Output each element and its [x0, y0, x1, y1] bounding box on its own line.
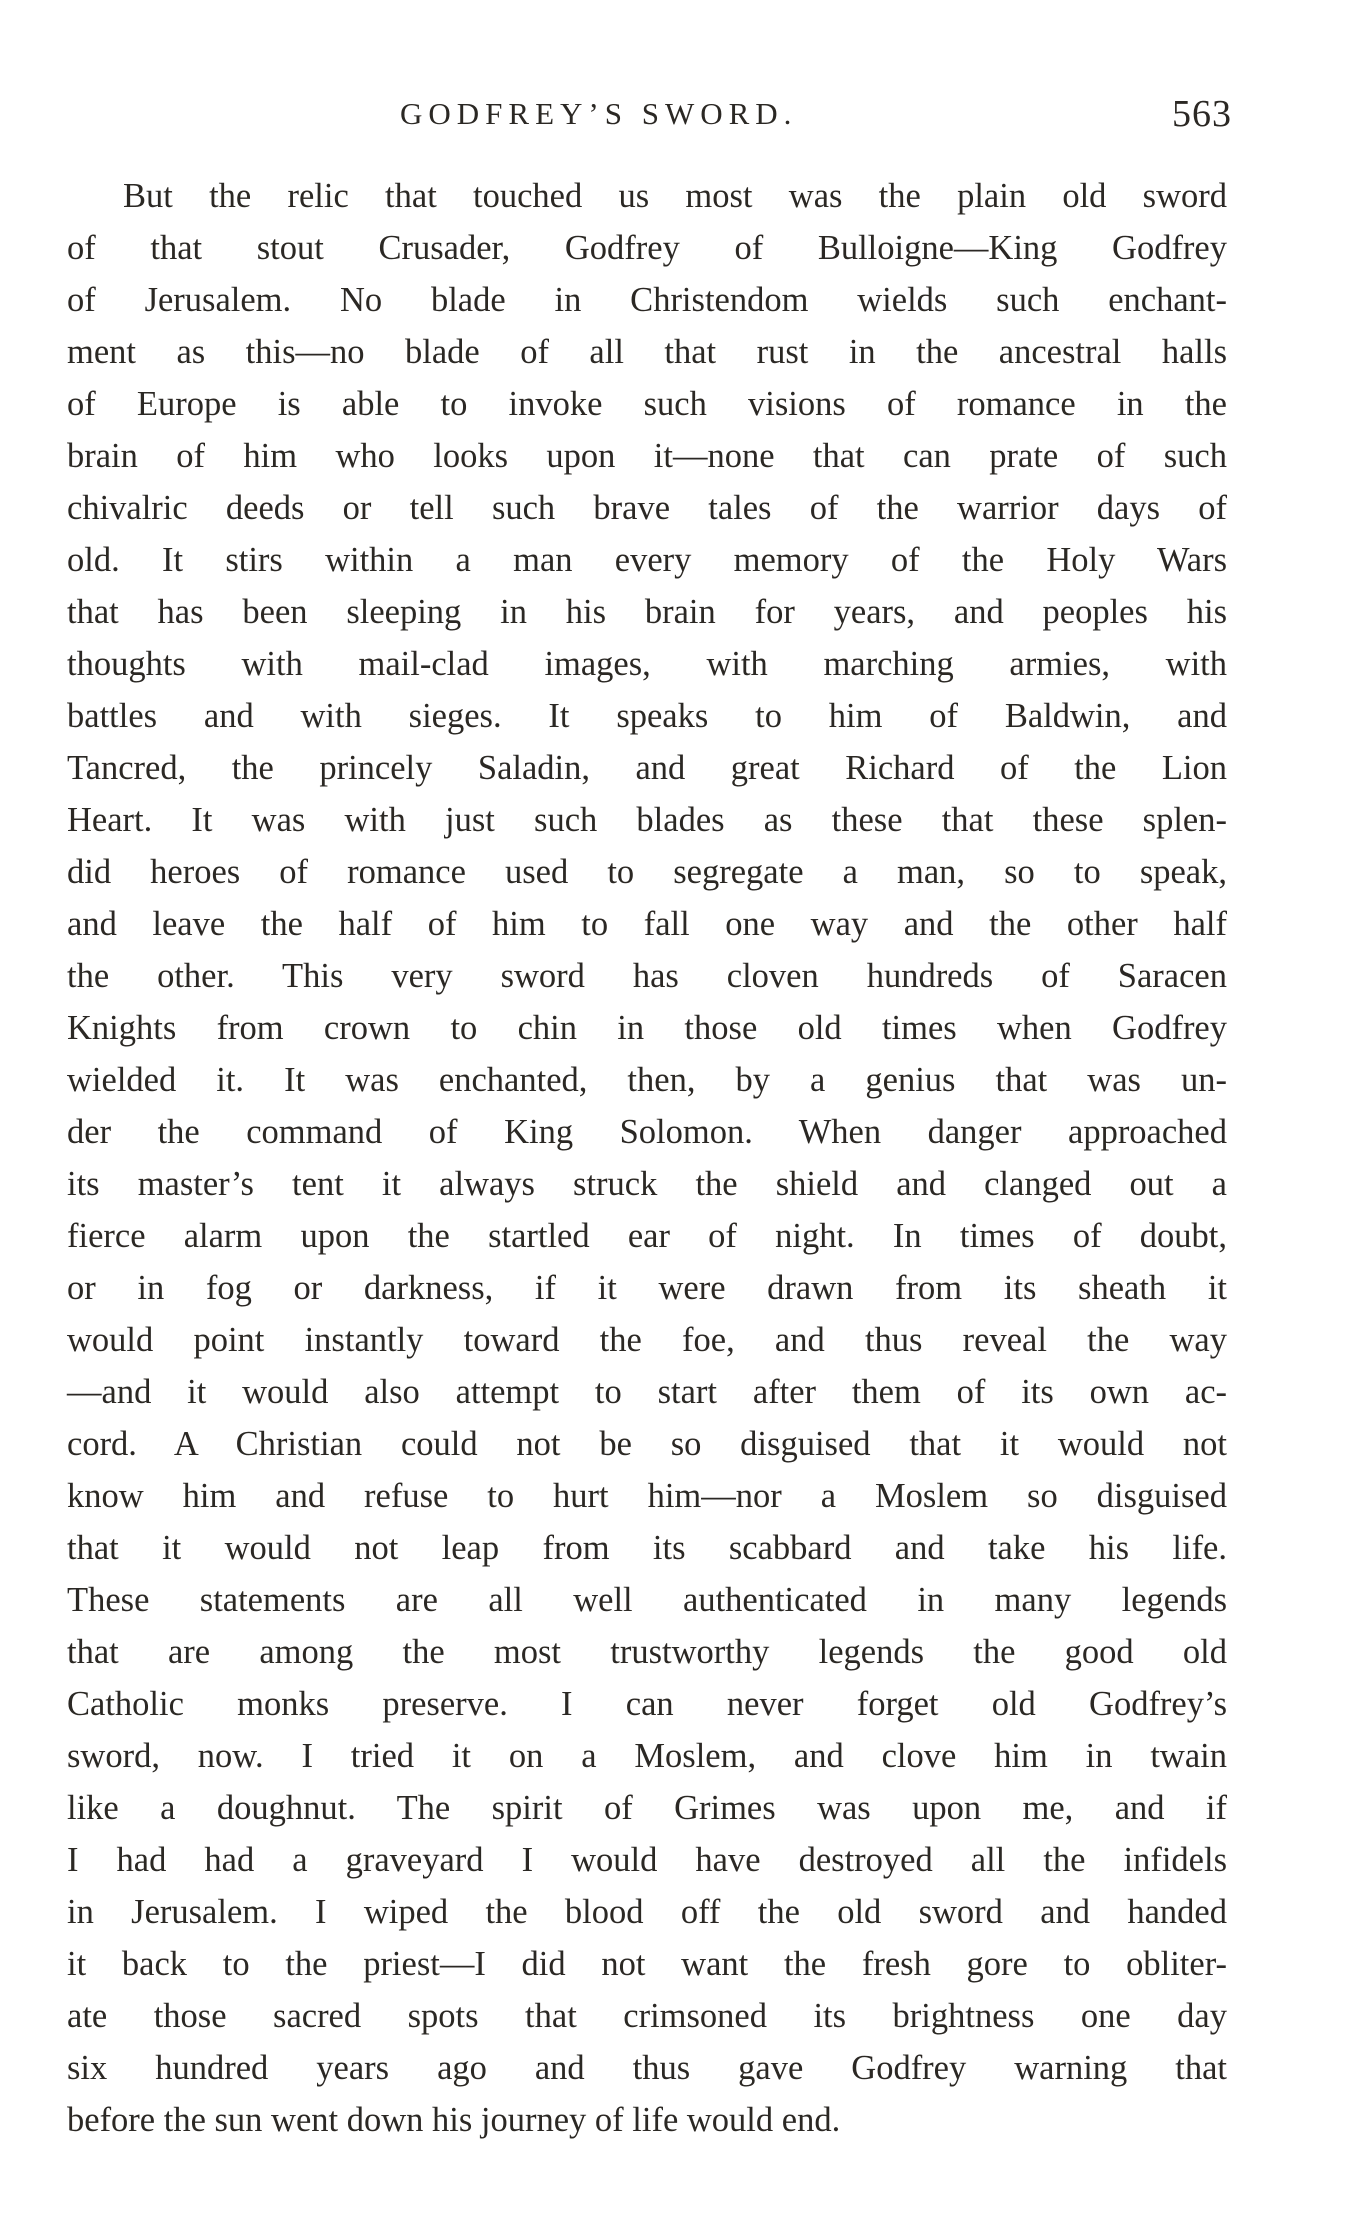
page-number: 563	[1172, 93, 1232, 135]
text-line: Heart. It was with just such blades as these that these splen-	[67, 801, 1227, 839]
text-line: that has been sleeping in his brain for years, and peoples his	[67, 593, 1227, 631]
text-line: cord. A Christian could not be so disguised that it would not	[67, 1425, 1227, 1463]
text-line: thoughts with mail-clad images, with marching armies, with	[67, 645, 1227, 683]
text-line: But the relic that touched us most was the plain old sword	[123, 177, 1227, 215]
text-line: old. It stirs within a man every memory of the Holy Wars	[67, 541, 1227, 579]
text-line: did heroes of romance used to segregate a man, so to speak,	[67, 853, 1227, 891]
text-line: in Jerusalem. I wiped the blood off the old sword and handed	[67, 1893, 1227, 1931]
text-line: of that stout Crusader, Godfrey of Bulloigne—King Godfrey	[67, 229, 1227, 267]
text-line: chivalric deeds or tell such brave tales of the warrior days of	[67, 489, 1227, 527]
text-line: it back to the priest—I did not want the fresh gore to obliter-	[67, 1945, 1227, 1983]
text-line: wielded it. It was enchanted, then, by a genius that was un-	[67, 1061, 1227, 1099]
text-line: that it would not leap from its scabbard and take his life.	[67, 1529, 1227, 1567]
text-line: and leave the half of him to fall one way and the other half	[67, 905, 1227, 943]
text-line: —and it would also attempt to start after them of its own ac-	[67, 1373, 1227, 1411]
text-line: der the command of King Solomon. When danger approached	[67, 1113, 1227, 1151]
text-line: Knights from crown to chin in those old times when Godfrey	[67, 1009, 1227, 1047]
text-line: of Jerusalem. No blade in Christendom wields such enchant-	[67, 281, 1227, 319]
text-line: battles and with sieges. It speaks to him of Baldwin, and	[67, 697, 1227, 735]
text-line: the other. This very sword has cloven hundreds of Saracen	[67, 957, 1227, 995]
text-line: before the sun went down his journey of life would end.	[67, 2101, 841, 2139]
text-line: brain of him who looks upon it—none that can prate of such	[67, 437, 1227, 475]
text-line: know him and refuse to hurt him—nor a Moslem so disguised	[67, 1477, 1227, 1515]
text-line: like a doughnut. The spirit of Grimes was upon me, and if	[67, 1789, 1227, 1827]
text-line: that are among the most trustworthy legends the good old	[67, 1633, 1227, 1671]
text-line: or in fog or darkness, if it were drawn from its sheath it	[67, 1269, 1227, 1307]
text-line: Catholic monks preserve. I can never forget old Godfrey’s	[67, 1685, 1227, 1723]
text-line: of Europe is able to invoke such visions of romance in the	[67, 385, 1227, 423]
text-line: ment as this—no blade of all that rust in the ancestral halls	[67, 333, 1227, 371]
body-text	[67, 170, 1227, 2146]
text-line: I had had a graveyard I would have destroyed all the infidels	[67, 1841, 1227, 1879]
text-line: sword, now. I tried it on a Moslem, and clove him in twain	[67, 1737, 1227, 1775]
text-line: would point instantly toward the foe, and thus reveal the way	[67, 1321, 1227, 1359]
text-line: ate those sacred spots that crimsoned its brightness one day	[67, 1997, 1227, 2035]
running-title: GODFREY’S SWORD.	[400, 96, 798, 131]
text-line: its master’s tent it always struck the shield and clanged out a	[67, 1165, 1227, 1203]
text-line: six hundred years ago and thus gave Godfrey warning that	[67, 2049, 1227, 2087]
text-line: Tancred, the princely Saladin, and great Richard of the Lion	[67, 749, 1227, 787]
text-line: fierce alarm upon the startled ear of night. In times of doubt,	[67, 1217, 1227, 1255]
text-line: These statements are all well authenticated in many legends	[67, 1581, 1227, 1619]
